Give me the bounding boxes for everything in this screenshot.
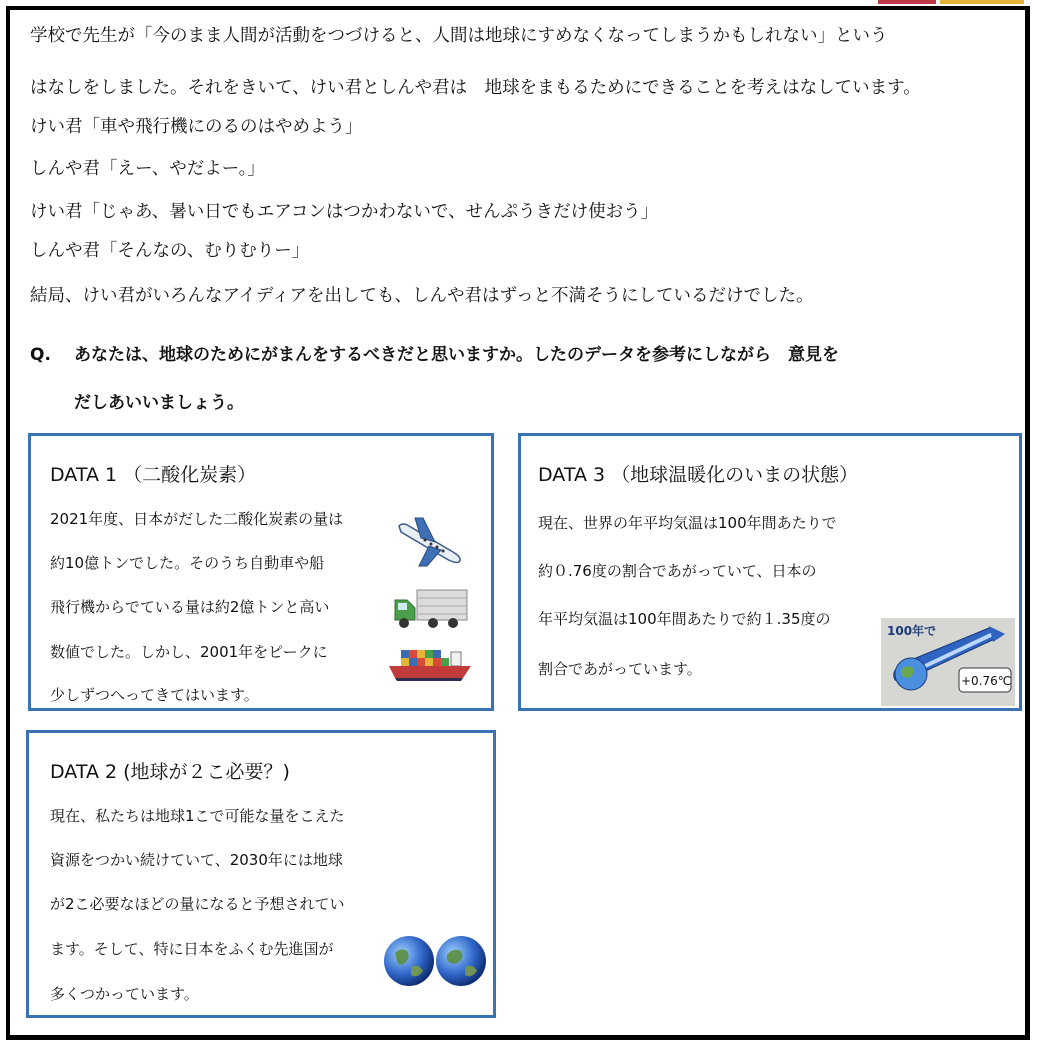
corner-tab-red [878,0,936,4]
story-line: けい君「じゃあ、暑い日でもエアコンはつかわないで、せんぷうきだけ使おう」 [30,202,659,222]
data2-title: DATA 2 (地球が２こ必要？) [50,761,290,783]
corner-tab-yellow [940,0,1024,4]
data1-line: 約10億トンでした。そのうち自動車や船 [50,554,325,572]
story-line: 結局、けい君がいろんなアイディアを出しても、しんや君はずっと不満そうにしているだけでした。 [30,286,814,306]
data3-line: 現在、世界の年平均気温は100年間あたりで [538,514,837,532]
temperature-badge: +0.76℃ [961,674,1012,688]
data2-line: 資源をつかい続けていて、2030年には地球 [50,851,343,869]
data2-line: ます。そして、特に日本をふくむ先進国が [50,940,334,958]
story-line: 学校で先生が「今のまま人間が活動をつづけると、人間は地球にすめなくなってしまうかもしれない」という [30,26,888,46]
story-line: けい君「車や飛行機にのるのはやめよう」 [30,117,363,137]
ship-icon [387,644,473,684]
airplane-icon [395,512,467,570]
thermometer-icon [881,618,1015,706]
story-line: しんや君「そんなの、むりむりー」 [30,241,310,261]
story-line: しんや君「えー、やだよー。」 [30,159,265,179]
data1-title: DATA 1 （二酸化炭素） [50,464,257,486]
data3-line: 約０.76度の割合であがっていて、日本の [538,562,817,580]
data3-line: 年平均気温は100年間あたりで約１.35度の [538,610,831,628]
data2-line: が2こ必要なほどの量になると予想されてい [50,895,345,913]
data3-card [518,433,1022,711]
data3-line: 割合であがっています。 [538,660,702,678]
data1-card [28,433,494,711]
data1-line: 飛行機からでている量は約2億トンと高い [50,598,330,616]
data2-line: 多くつかっています。 [50,985,199,1003]
thermometer-label: 100年で [887,624,937,638]
truck-icon [393,586,469,630]
data2-card [26,730,496,1018]
question [30,340,839,365]
data1-line: 数値でした。しかし、2001年をピークに [50,643,328,661]
earth-icon [383,933,489,989]
question-line-1: あなたは、地球のためにがまんをするべきだと思いますか。したのデータを参考にしながら 意見を [74,345,839,365]
data1-line: 2021年度、日本がだした二酸化炭素の量は [50,510,344,528]
question-line-2: だしあいいましょう。 [74,393,244,413]
data1-line: 少しずつへってきてはいます。 [50,686,259,704]
data2-line: 現在、私たちは地球1こで可能な量をこえた [50,807,345,825]
story-line: はなしをしました。それをきいて、けい君としんや君は 地球をまもるためにできることを考えはなしています。 [30,78,921,98]
data3-title: DATA 3 （地球温暖化のいまの状態） [538,464,859,486]
question-label: Q. [30,345,51,365]
